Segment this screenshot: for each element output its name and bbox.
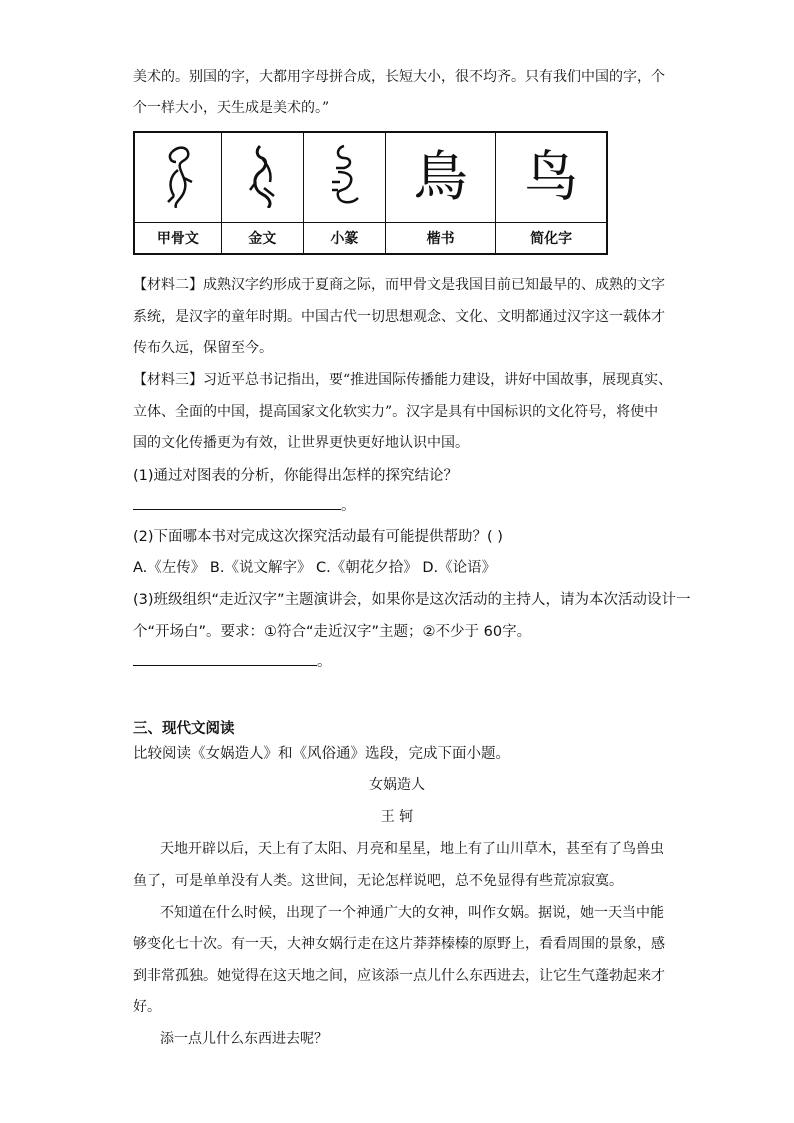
question-3-answer[interactable]: 。 xyxy=(133,650,332,671)
top-para-line-2: 个一样大小，天生成是美术的。” xyxy=(133,100,330,116)
article-p2-line-1: 不知道在什么时候，出现了一个神通广大的女神，叫作女娲。据说，她一天当中能 xyxy=(160,905,664,921)
material2-line-2: 系统，是汉字的童年时期。中国古代一切思想观念、文化、文明都通过汉字这一载体才 xyxy=(133,309,665,325)
label-simplified: 简化字 xyxy=(496,222,607,254)
answer-blank-3[interactable] xyxy=(133,653,317,666)
question-2-options: A.《左传》 B.《说文解字》 C.《朝花夕拾》 D.《论语》 xyxy=(133,560,497,576)
label-regular-script: 楷书 xyxy=(386,222,496,254)
script-evolution-table xyxy=(133,131,608,255)
material2-line-3: 传布久远，保留至今。 xyxy=(133,340,273,356)
simplified-char: 鸟 xyxy=(524,145,579,209)
article-p2-line-2: 够变化七十次。有一天，大神女娲行走在这片莽莽榛榛的原野上，看看周围的景象，感 xyxy=(133,936,665,952)
label-oracle-bone: 甲骨文 xyxy=(134,222,221,254)
top-para-line-1: 美术的。别国的字，大都用字母拼合成，长短大小，很不均齐。只有我们中国的字，个 xyxy=(133,69,665,85)
article-author: 王 轲 xyxy=(380,809,414,825)
material3-line-1: 【材料三】习近平总书记指出，要“推进国际传播能力建设，讲好中国故事，展现真实、 xyxy=(133,372,673,388)
question-1-answer[interactable]: 。 xyxy=(133,494,356,515)
article-title: 女娲造人 xyxy=(369,777,425,793)
label-bronze: 金文 xyxy=(221,222,303,254)
section-instruction: 比较阅读《女娲造人》和《风俗通》选段，完成下面小题。 xyxy=(133,746,510,762)
answer-blank-1[interactable] xyxy=(133,497,341,510)
simplified-cell xyxy=(496,132,607,222)
question-2: (2)下面哪本书对完成这次探究活动最有可能提供帮助？( ) xyxy=(133,529,503,545)
material2-line-1: 【材料二】成熟汉字约形成于夏商之际，而甲骨文是我国目前已知最早的、成熟的文字 xyxy=(133,277,665,293)
article-p2-line-4: 好。 xyxy=(133,999,161,1015)
material3-line-3: 国的文化传播更为有效，让世界更快更好地认识中国。 xyxy=(133,435,469,451)
article-p3: 添一点儿什么东西进去呢？ xyxy=(160,1031,328,1047)
regular-script-cell xyxy=(386,132,496,222)
small-seal-bird-glyph xyxy=(303,132,385,222)
oracle-bone-bird-glyph xyxy=(134,132,221,222)
question-1: (1)通过对图表的分析，你能得出怎样的探究结论？ xyxy=(133,468,459,484)
article-p2-line-3: 到非常孤独。她觉得在这天地之间，应该添一点儿什么东西进去，让它生气蓬勃起来才 xyxy=(133,968,665,984)
label-small-seal: 小篆 xyxy=(303,222,385,254)
article-p1-line-2: 鱼了，可是单单没有人类。这世间，无论怎样说吧，总不免显得有些荒凉寂寞。 xyxy=(133,873,623,889)
article-p1-line-1: 天地开辟以后，天上有了太阳、月亮和星星，地上有了山川草木，甚至有了鸟兽虫 xyxy=(160,841,664,857)
bronze-bird-glyph xyxy=(221,132,303,222)
section-heading: 三、现代文阅读 xyxy=(133,721,235,737)
regular-script-char: 鳥 xyxy=(413,145,468,209)
question-3-line-1: (3)班级组织“走近汉字”主题演讲会，如果你是这次活动的主持人，请为本次活动设计一 xyxy=(133,592,691,608)
question-3-line-2: 个“开场白”。要求：①符合“走近汉字”主题；②不少于 60字。 xyxy=(133,624,532,640)
material3-line-2: 立体、全面的中国，提高国家文化软实力”。汉字是具有中国标识的文化符号，将使中 xyxy=(133,404,659,420)
